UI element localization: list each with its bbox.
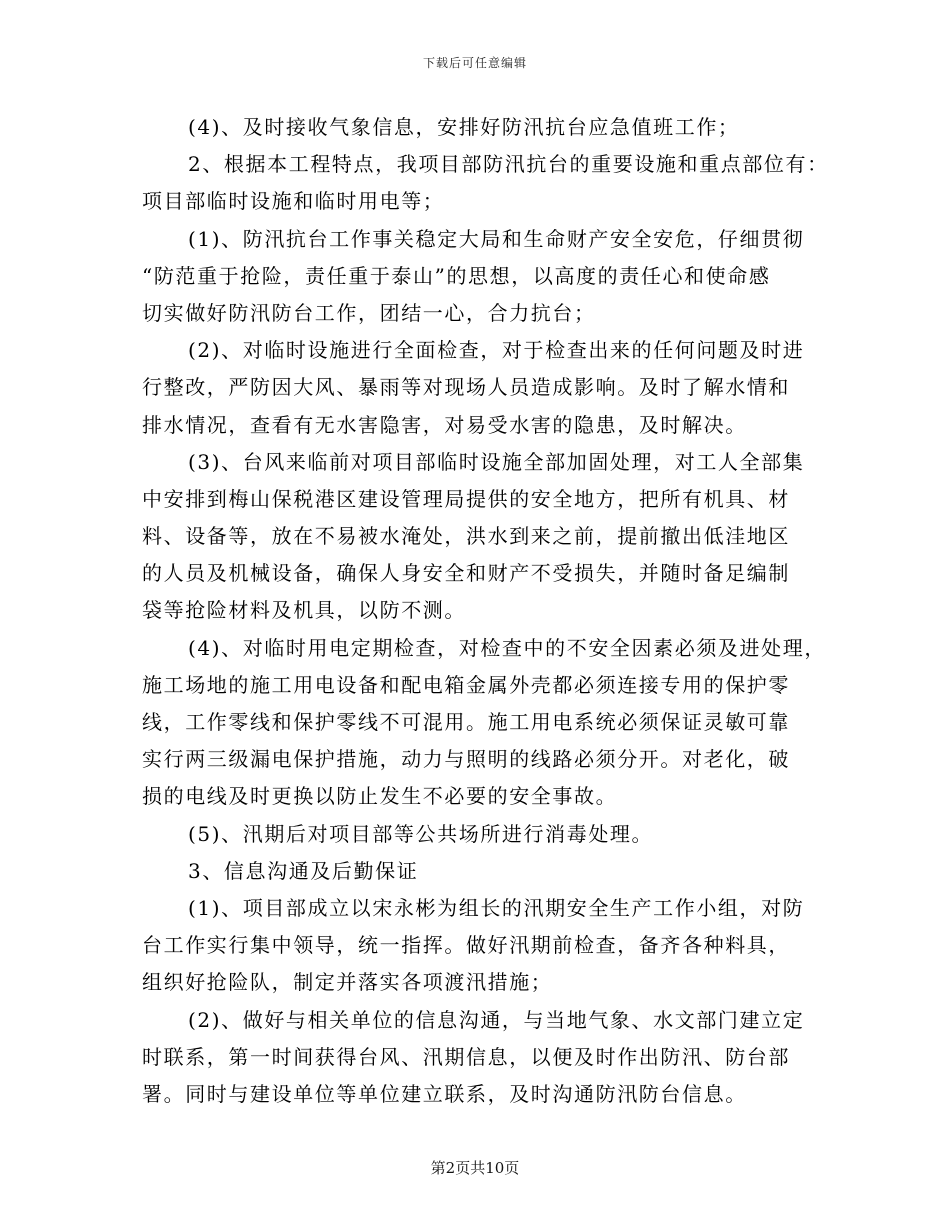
body-line: 袋等抢险材料及机具，以防不测。	[142, 598, 466, 623]
body-line: (4)、及时接收气象信息，安排好防汛抗台应急值班工作；	[188, 115, 740, 139]
body-line: 署。同时与建设单位等单位建立联系，及时沟通防汛防台信息。	[142, 1081, 747, 1106]
page-number-footer: 第2页共10页	[430, 1159, 520, 1177]
body-line: 实行两三级漏电保护措施，动力与照明的线路必须分开。对老化，破	[142, 747, 790, 772]
body-line: (1)、防汛抗台工作事关稳定大局和生命财产安全安危，仔细贯彻	[188, 226, 805, 251]
body-line: (1)、项目部成立以宋永彬为组长的汛期安全生产工作小组，对防	[188, 895, 805, 920]
body-line: 切实做好防汛防台工作，团结一心，合力抗台；	[142, 300, 596, 325]
body-line: (2)、对临时设施进行全面检查，对于检查出来的任何问题及时进	[188, 338, 805, 363]
body-line: (5)、汛期后对项目部等公共场所进行消毒处理。	[188, 821, 654, 846]
body-line: 项目部临时设施和临时用电等；	[142, 189, 445, 214]
body-line: 3、信息沟通及后勤保证	[188, 858, 419, 883]
body-line: 排水情况，查看有无水害隐害，对易受水害的隐患，及时解决。	[142, 412, 747, 437]
body-line: 台工作实行集中领导，统一指挥。做好汛期前检查，备齐各种料具，	[142, 933, 790, 958]
body-line: (3)、台风来临前对项目部临时设施全部加固处理，对工人全部集	[188, 449, 805, 474]
body-line: (4)、对临时用电定期检查，对检查中的不安全因素必须及进处理，	[188, 635, 826, 660]
document-body	[142, 109, 829, 1113]
body-line: 损的电线及时更换以防止发生不必要的安全事故。	[142, 784, 618, 809]
body-line: 2、根据本工程特点，我项目部防汛抗台的重要设施和重点部位有：	[188, 152, 829, 177]
body-line: 行整改，严防因大风、暴雨等对现场人员造成影响。及时了解水情和	[142, 375, 790, 400]
body-line: 施工场地的施工用电设备和配电箱金属外壳都必须连接专用的保护零	[142, 672, 790, 697]
header-note: 下载后可任意编辑	[422, 56, 527, 70]
body-line: 线，工作零线和保护零线不可混用。施工用电系统必须保证灵敏可靠	[142, 710, 790, 734]
body-line: 时联系，第一时间获得台风、汛期信息，以便及时作出防汛、防台部	[142, 1044, 790, 1069]
body-line: 中安排到梅山保税港区建设管理局提供的安全地方，把所有机具、材	[142, 486, 790, 511]
body-line: 料、设备等，放在不易被水淹处，洪水到来之前，提前撤出低洼地区	[142, 524, 790, 549]
body-line: 的人员及机械设备，确保人身安全和财产不受损失，并随时备足编制	[142, 561, 790, 586]
body-line: “防范重于抢险，责任重于泰山”的思想，以高度的责任心和使命感	[142, 263, 771, 288]
body-line: 组织好抢险队，制定并落实各项渡汛措施；	[142, 970, 553, 995]
body-line: (2)、做好与相关单位的信息沟通，与当地气象、水文部门建立定	[188, 1007, 805, 1032]
